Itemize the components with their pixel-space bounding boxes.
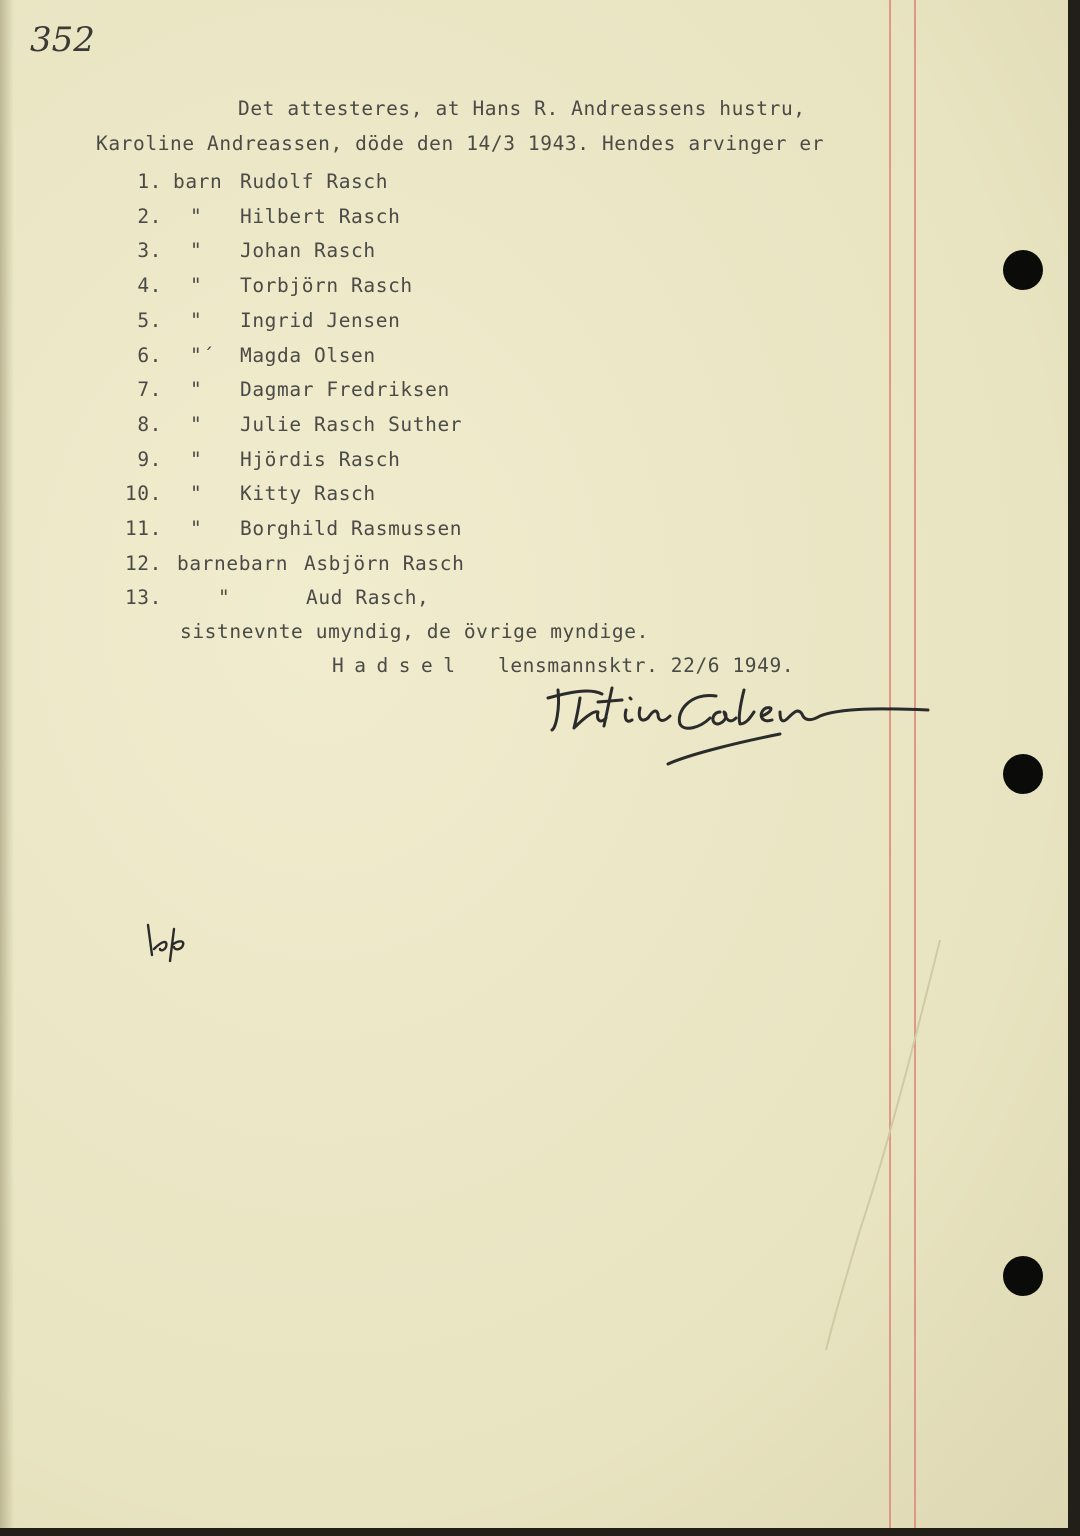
heir-relation: "	[190, 412, 203, 436]
heir-number: 5.	[137, 308, 162, 332]
page-number: 352	[30, 20, 95, 60]
punch-hole-middle	[1003, 754, 1043, 794]
heir-name: Dagmar Fredriksen	[240, 378, 450, 402]
heir-relation: "	[190, 482, 203, 506]
scan-border-right	[1068, 0, 1080, 1536]
heir-relation: "	[190, 517, 203, 540]
heir-name: Magda Olsen	[240, 343, 376, 367]
heir-number: 11.	[124, 517, 162, 540]
heir-name: Johan Rasch	[240, 239, 376, 263]
heir-relation: "	[190, 308, 203, 332]
heir-relation: "	[190, 204, 203, 228]
heir-name: Hjördis Rasch	[240, 447, 401, 471]
heir-name: Torbjörn Rasch	[240, 274, 413, 298]
heir-name: Asbjörn Rasch	[304, 551, 465, 575]
heir-number: 3.	[137, 239, 162, 263]
heir-relation: "	[190, 239, 203, 263]
heir-name: Kitty Rasch	[240, 482, 376, 506]
heir-number: 9.	[137, 447, 162, 471]
heir-name: Hilbert Rasch	[240, 204, 401, 228]
heir-name: Julie Rasch Suther	[240, 412, 463, 436]
heir-name: Ingrid Jensen	[240, 308, 401, 332]
handwritten-initials	[140, 915, 200, 975]
page-edge-shadow	[0, 0, 14, 1528]
heir-relation: "	[190, 378, 203, 402]
heir-relation: barnebarn	[177, 551, 289, 575]
heir-number: 4.	[137, 274, 162, 298]
heir-number: 6.	[137, 343, 162, 367]
handwritten-signature	[540, 668, 940, 778]
punch-hole-bottom	[1003, 1256, 1043, 1296]
heir-name: Aud Rasch,	[306, 586, 430, 610]
scan-border-bottom	[0, 1528, 1080, 1536]
heir-relation: "	[190, 274, 203, 298]
intro-line-2: Karoline Andreassen, döde den 14/3 1943. Hendes arvinger er	[96, 132, 825, 155]
office-date: lensmannsktr. 22/6 1949.	[498, 654, 795, 677]
heir-number: 10.	[124, 482, 162, 506]
punch-hole-top	[1003, 250, 1043, 290]
place-name: Hadsel	[332, 654, 466, 677]
heir-relation: barn	[173, 170, 223, 193]
heir-name: Borghild Rasmussen	[240, 517, 463, 540]
paper-crease	[820, 940, 960, 1360]
heir-relation: "	[190, 447, 203, 471]
heir-number: 8.	[137, 412, 162, 436]
heir-relation: "	[218, 586, 231, 610]
heir-number: 12.	[124, 551, 162, 575]
intro-line-1: Det attesteres, at Hans R. Andreassens hustru,	[238, 97, 806, 120]
heir-number: 7.	[137, 378, 162, 402]
heir-number: 1.	[137, 170, 162, 193]
heir-number: 2.	[137, 204, 162, 228]
heir-number: 13.	[124, 586, 162, 610]
heir-name: Rudolf Rasch	[240, 170, 389, 193]
heir-relation: "´	[190, 343, 215, 367]
closing-remark: sistnevnte umyndig, de övrige myndige.	[180, 620, 649, 643]
